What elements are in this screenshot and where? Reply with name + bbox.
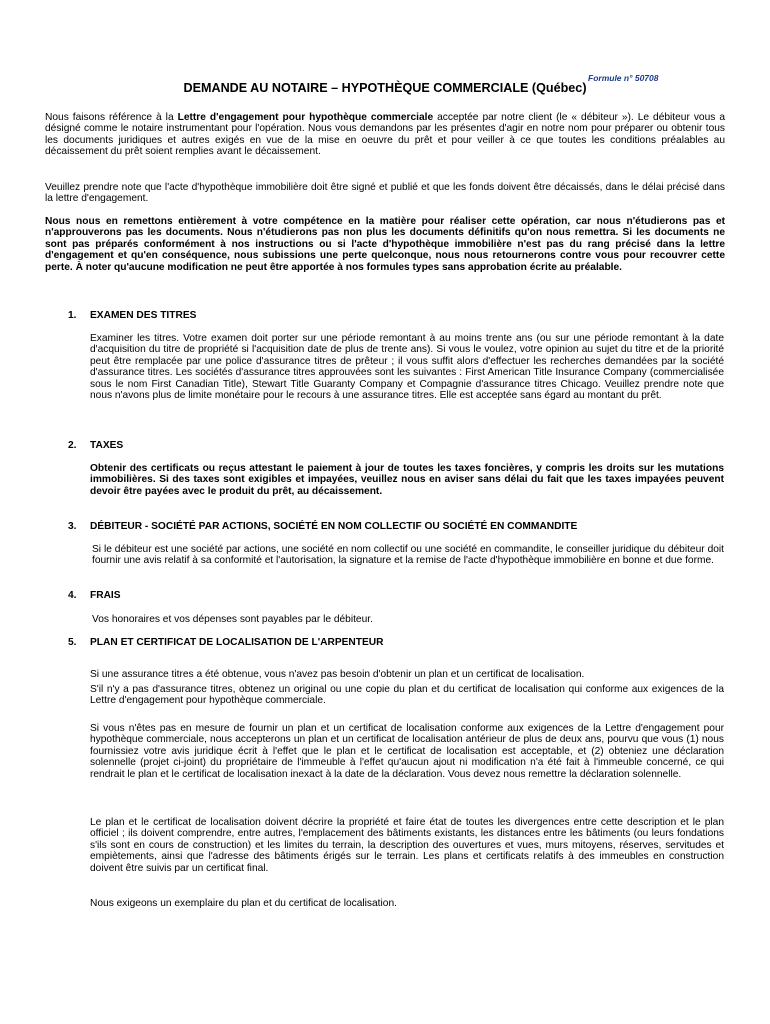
section-title: PLAN ET CERTIFICAT DE LOCALISATION DE L'ARPENTEUR [90,637,384,648]
intro-paragraph-1 [45,112,725,158]
section-number: 3. [68,521,77,532]
section-heading-4 [68,590,121,601]
section-heading-5 [68,637,384,648]
section-5-paragraph-5: Nous exigeons un exemplaire du plan et du certificat de localisation. [90,898,397,909]
section-number: 4. [68,590,77,601]
section-heading-3 [68,521,577,532]
intro-text: acceptée par notre client (le « débiteur »). Le débiteur vous a désigné comme le notaire instrumentant pour l'opération. Nous vous demandons par les présentes d'agir en notre nom pour préparer ou obtenir tous les documents juridiques et autres exigés en vue de la mise en oeuvre du prêt et pour veiller à ce que toutes les conditions préalables au décaissement du prêt soient remplies avant le décaissement. [45,112,725,158]
section-5-paragraph-2: S'il n'y a pas d'assurance titres, obtenez un original ou une copie du plan et du certificat de localisation qui conforme aux exigences de la Lettre d'engagement pour hypothèque commerciale. [90,684,724,707]
section-title: FRAIS [90,590,121,601]
section-5-paragraph-1: Si une assurance titres a été obtenue, vous n'avez pas besoin d'obtenir un plan et un certificat de localisation. [90,669,585,680]
intro-paragraph-3: Nous nous en remettons entièrement à votre compétence en la matière pour réaliser cette opération, car nous n'étudierons pas et n'approuverons pas les documents. Nous n'étudierons pas non plus les documents définitifs qu'on nous remettra. Si les documents ne sont pas préparés conformément à nos instructions ou si l'acte d'hypothèque immobilière n'est pas du rang précisé dans la lettre d'engagement et qu'en conséquence, nous subissions une perte quelconque, nous nous retournerons contre vous pour recouvrer cette perte. À noter qu'aucune modification ne peut être apportée à nos formules types sans approbation écrite au préalable. [45,216,725,273]
section-number: 2. [68,440,77,451]
section-5-paragraph-4: Le plan et le certificat de localisation doivent décrire la propriété et faire état de toutes les divergences entre cette description et le plan officiel ; ils doivent comprendre, entre autres, l'emplacement des bâtiments existants, les distances entre les bâtiments (ou leurs fondations s'ils sont en cours de construction) et les limites du terrain, la description des ouvertures et vues, murs mitoyens, réserves, servitudes et empiètements, ainsi que l'adresse des bâtiments érigés sur le terrain. Les plans et certificats relatifs à des immeubles en construction doivent être suivis par un certificat final. [90,817,724,874]
section-number: 1. [68,310,77,321]
section-body-4: Vos honoraires et vos dépenses sont payables par le débiteur. [92,614,373,625]
intro-emphasis: Lettre d'engagement pour hypothèque commerciale [177,112,434,123]
section-title: DÉBITEUR - SOCIÉTÉ PAR ACTIONS, SOCIÉTÉ EN NOM COLLECTIF OU SOCIÉTÉ EN COMMANDITE [90,521,578,532]
section-body-2: Obtenir des certificats ou reçus attestant le paiement à jour de toutes les taxes foncières, y compris les droits sur les mutations immobilières. Si des taxes sont exigibles et impayées, veuillez nous en aviser sans délai du fait que les taxes impayées peuvent devoir être payées avec le produit du prêt, au décaissement. [90,463,724,497]
section-heading-2 [68,440,123,451]
section-heading-1 [68,310,196,321]
intro-text: Nous faisons référence à la [45,112,178,123]
section-body-1: Examiner les titres. Votre examen doit porter sur une période remontant à au moins trente ans (ou sur une période remontant à la date d'acquisition du titre de propriété si l'acquisition date de plus de trente ans). Si vous le voulez, votre opinion au sujet du titre et de la priorité peut être remplacée par une police d'assurance titres de prêteur ; il vous suffit alors d'effectuer les recherches demandées par la société d'assurance titres. Les sociétés d'assurance titres approuvées sont les suivantes : First American Title Insurance Company (commercialisée sous le nom First Canadian Title), Stewart Title Guaranty Company et Compagnie d'assurance titres Chicago. Veuillez prendre note que nous n'avons plus de limite monétaire pour le recours à une assurance titres. Elle est acceptée sans égard au montant du prêt. [90,333,724,402]
document-title: DEMANDE AU NOTAIRE – HYPOTHÈQUE COMMERCIALE (Québec) [183,81,587,95]
section-title: TAXES [90,440,124,451]
intro-paragraph-2: Veuillez prendre note que l'acte d'hypothèque immobilière doit être signé et publié et que les fonds doivent être décaissés, dans le délai précisé dans la lettre d'engagement. [45,182,725,205]
section-number: 5. [68,637,77,648]
form-number: Formule n° 50708 [588,73,659,83]
section-body-3: Si le débiteur est une société par actions, une société en nom collectif ou une société en commandite, le conseiller juridique du débiteur doit fournir une avis relatif à sa conformité et l'autorisation, la signature et la remise de l'acte d'hypothèque immobilière en bonne et due forme. [92,544,724,567]
section-5-paragraph-3: Si vous n'êtes pas en mesure de fournir un plan et un certificat de localisation conforme aux exigences de la Lettre d'engagement pour hypothèque commerciale, nous accepterons un plan et un certificat de localisation antérieur de plus de deux ans, pourvu que vous (1) nous fournissiez votre avis juridique écrit à l'effet que le plan et le certificat de localisation est acceptable, et (2) obteniez une déclaration solennelle (projet ci-joint) du propriétaire de l'immeuble à l'effet qu'aucun ajout ni modification n'a été fait à l'immeuble concerné, ce qui rendrait le plan et le certificat de localisation inexact à la date de la déclaration. Vous devez nous remettre la déclaration solennelle. [90,723,724,780]
section-title: EXAMEN DES TITRES [90,310,197,321]
